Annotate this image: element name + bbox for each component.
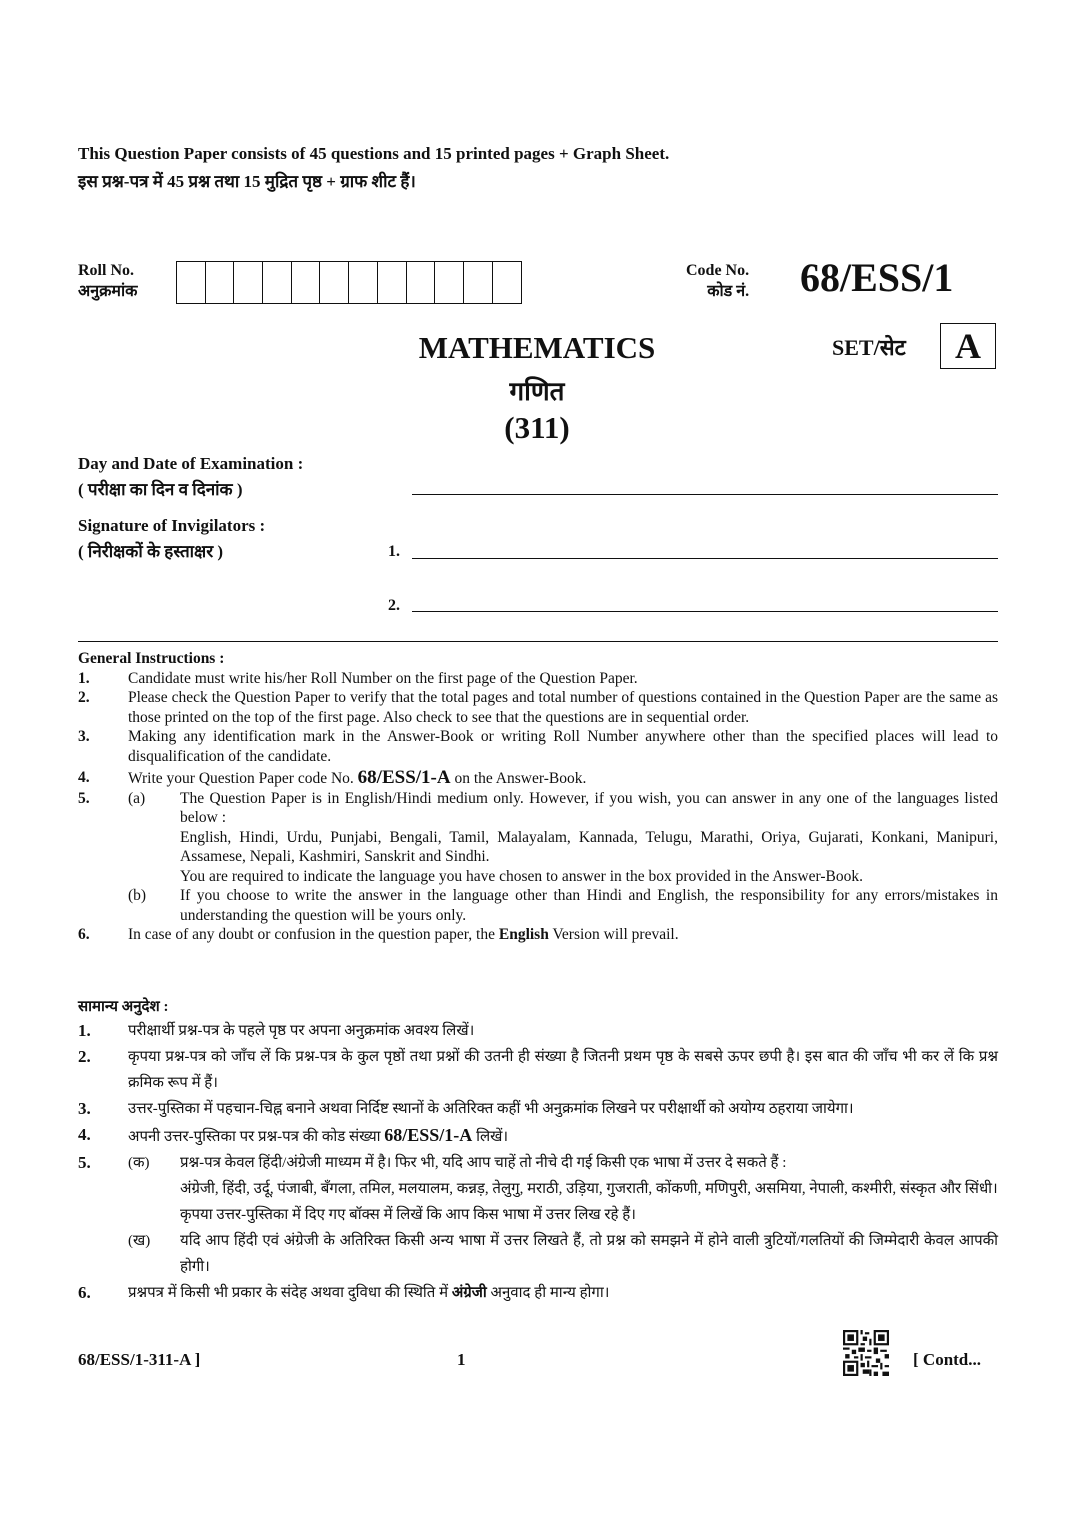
subject-code: (311) — [504, 410, 570, 445]
roll-number-box[interactable] — [464, 262, 493, 303]
instruction-item: 5. (a) The Question Paper is in English/Hindi medium only. However, if you wish, you can answer in any one of the languages listed below : English, Hindi, Urdu, Punjabi, Bengali, Tamil, Malayalam, Kannada, Telugu, Marathi, Oriya, Gujarati, Konkani, Manipuri, Assamese, Nepali, Kashmiri, Sanskrit and Sindhi. You are required to indicate the language you have chosen to answer in the box provided in the Answer-Book. — [78, 789, 998, 885]
divider — [78, 641, 998, 642]
instruction-item: 6. प्रश्नपत्र में किसी भी प्रकार के संदेह अथवा दुविधा की स्थिति में अंग्रेजी अनुवाद ही मान्य होगा। — [78, 1283, 610, 1302]
signature-1-line[interactable] — [412, 558, 998, 559]
instruction-item: 1. Candidate must write his/her Roll Number on the first page of the Question Paper. — [78, 669, 638, 687]
roll-number-boxes[interactable] — [176, 261, 522, 304]
instruction-item: 4. अपनी उत्तर-पुस्तिका पर प्रश्न-पत्र की कोड संख्या 68/ESS/1-A लिखें। — [78, 1125, 509, 1145]
subject-title-hindi: गणित — [509, 377, 565, 406]
paper-code: 68/ESS/1-A — [357, 767, 451, 788]
instructions-title: General Instructions : — [78, 650, 225, 667]
signature-2-number: 2. — [388, 597, 400, 614]
instruction-item: 2. कृपया प्रश्न-पत्र को जाँच लें कि प्रश्न-पत्र के कुल पृष्ठों तथा प्रश्नों की उतनी ही संख्या है जितनी प्रथम पृष्ठ के सबसे ऊपर छपी है। इस बात की जाँच भी कर लें कि प्रश्न क्रमिक रूप में हैं। — [78, 1047, 998, 1091]
roll-number-box[interactable] — [435, 262, 464, 303]
header-line-hindi: इस प्रश्न-पत्र में 45 प्रश्न तथा 15 मुद्रित पृष्ठ + ग्राफ शीट हैं। — [78, 172, 416, 191]
roll-number-box[interactable] — [177, 262, 206, 303]
subject-title-english: MATHEMATICS — [418, 330, 656, 365]
code-number-value: 68/ESS/1 — [800, 255, 954, 300]
instruction-item: 3. Making any identification mark in the Answer-Book or writing Roll Number anywhere other than the specified places will lead to disqualification of the candidate. — [78, 728, 998, 765]
qr-code-icon — [843, 1330, 889, 1376]
general-instructions-hindi — [78, 996, 998, 1306]
roll-number-box[interactable] — [407, 262, 436, 303]
code-number-label: Code No. कोड नं. — [686, 262, 750, 300]
set-label: SET/सेट — [832, 335, 906, 360]
header-line-english: This Question Paper consists of 45 questions and 15 printed pages + Graph Sheet. — [78, 144, 670, 163]
roll-number-box[interactable] — [493, 262, 522, 303]
instruction-item: 6. In case of any doubt or confusion in the question paper, the English Version will prevail. — [78, 926, 679, 943]
footer-paper-code: 68/ESS/1-311-A ] — [78, 1350, 201, 1369]
roll-number-label: Roll No. अनुक्रमांक — [78, 262, 138, 300]
instruction-item: (b) If you choose to write the answer in the language other than Hindi and English, the responsibility for any errors/mistakes in understanding the question will be yours only. — [128, 887, 998, 924]
general-instructions-english — [78, 649, 998, 945]
continued-label: [ Contd... — [913, 1350, 982, 1369]
roll-number-box[interactable] — [263, 262, 292, 303]
roll-number-box[interactable] — [349, 262, 378, 303]
set-box: A — [940, 323, 996, 369]
instruction-item: 3. उत्तर-पुस्तिका में पहचान-चिह्न बनाने अथवा निर्दिष्ट स्थानों के अतिरिक्त कहीं भी अनुक्रमांक लिखने पर परीक्षार्थी को अयोग्य ठहराया जायेगा। — [78, 1099, 854, 1118]
instruction-item: 4. Write your Question Paper code No. 68/ESS/1-A on the Answer-Book. — [78, 767, 587, 788]
instruction-item: (ख) यदि आप हिंदी एवं अंग्रेजी के अतिरिक्त किसी अन्य भाषा में उत्तर लिखते हैं, तो प्रश्न को समझने में होने वाली त्रुटियों/गलतियों की जिम्मेदारी केवल आपकी होगी। — [128, 1233, 998, 1275]
instruction-item: 2. Please check the Question Paper to verify that the total pages and total number of questions contained in the Question Paper are the same as those printed on the top of the first page. Also check to see that the questions are in sequential order. — [78, 689, 998, 726]
invigilator-signature-label: Signature of Invigilators : ( निरीक्षकों के हस्ताक्षर ) — [78, 516, 266, 561]
paper-code-hindi: 68/ESS/1-A — [384, 1125, 473, 1145]
instruction-item: 1. परीक्षार्थी प्रश्न-पत्र के पहले पृष्ठ पर अपना अनुक्रमांक अवश्य लिखें। — [78, 1021, 475, 1040]
roll-number-box[interactable] — [378, 262, 407, 303]
signature-2-line[interactable] — [412, 611, 998, 612]
signature-1-number: 1. — [388, 543, 400, 560]
roll-number-box[interactable] — [234, 262, 263, 303]
page-number: 1 — [457, 1350, 466, 1369]
instruction-item: 5. (क) प्रश्न-पत्र केवल हिंदी/अंग्रेजी माध्यम में है। फिर भी, यदि आप चाहें तो नीचे दी गई किसी एक भाषा में उत्तर दे सकते हैं : अंग्रेजी, हिंदी, उर्दू, पंजाबी, बँगला, तमिल, मलयालम, कन्नड़, तेलुगु, मराठी, उड़िया, गुजराती, कोंकणी, मणिपुरी, असमिया, नेपाली, कश्मीरी, संस्कृत और सिंधी। कृपया उत्तर-पुस्तिका में दिए गए बॉक्स में लिखें कि आप किस भाषा में उत्तर लिख रहे हैं। — [78, 1153, 998, 1223]
roll-number-box[interactable] — [292, 262, 321, 303]
exam-date-label: Day and Date of Examination : ( परीक्षा का दिन व दिनांक ) — [78, 454, 304, 499]
roll-number-box[interactable] — [320, 262, 349, 303]
roll-number-box[interactable] — [206, 262, 235, 303]
exam-date-line[interactable] — [412, 494, 998, 495]
instructions-title-hindi: सामान्य अनुदेश : — [78, 999, 169, 1015]
